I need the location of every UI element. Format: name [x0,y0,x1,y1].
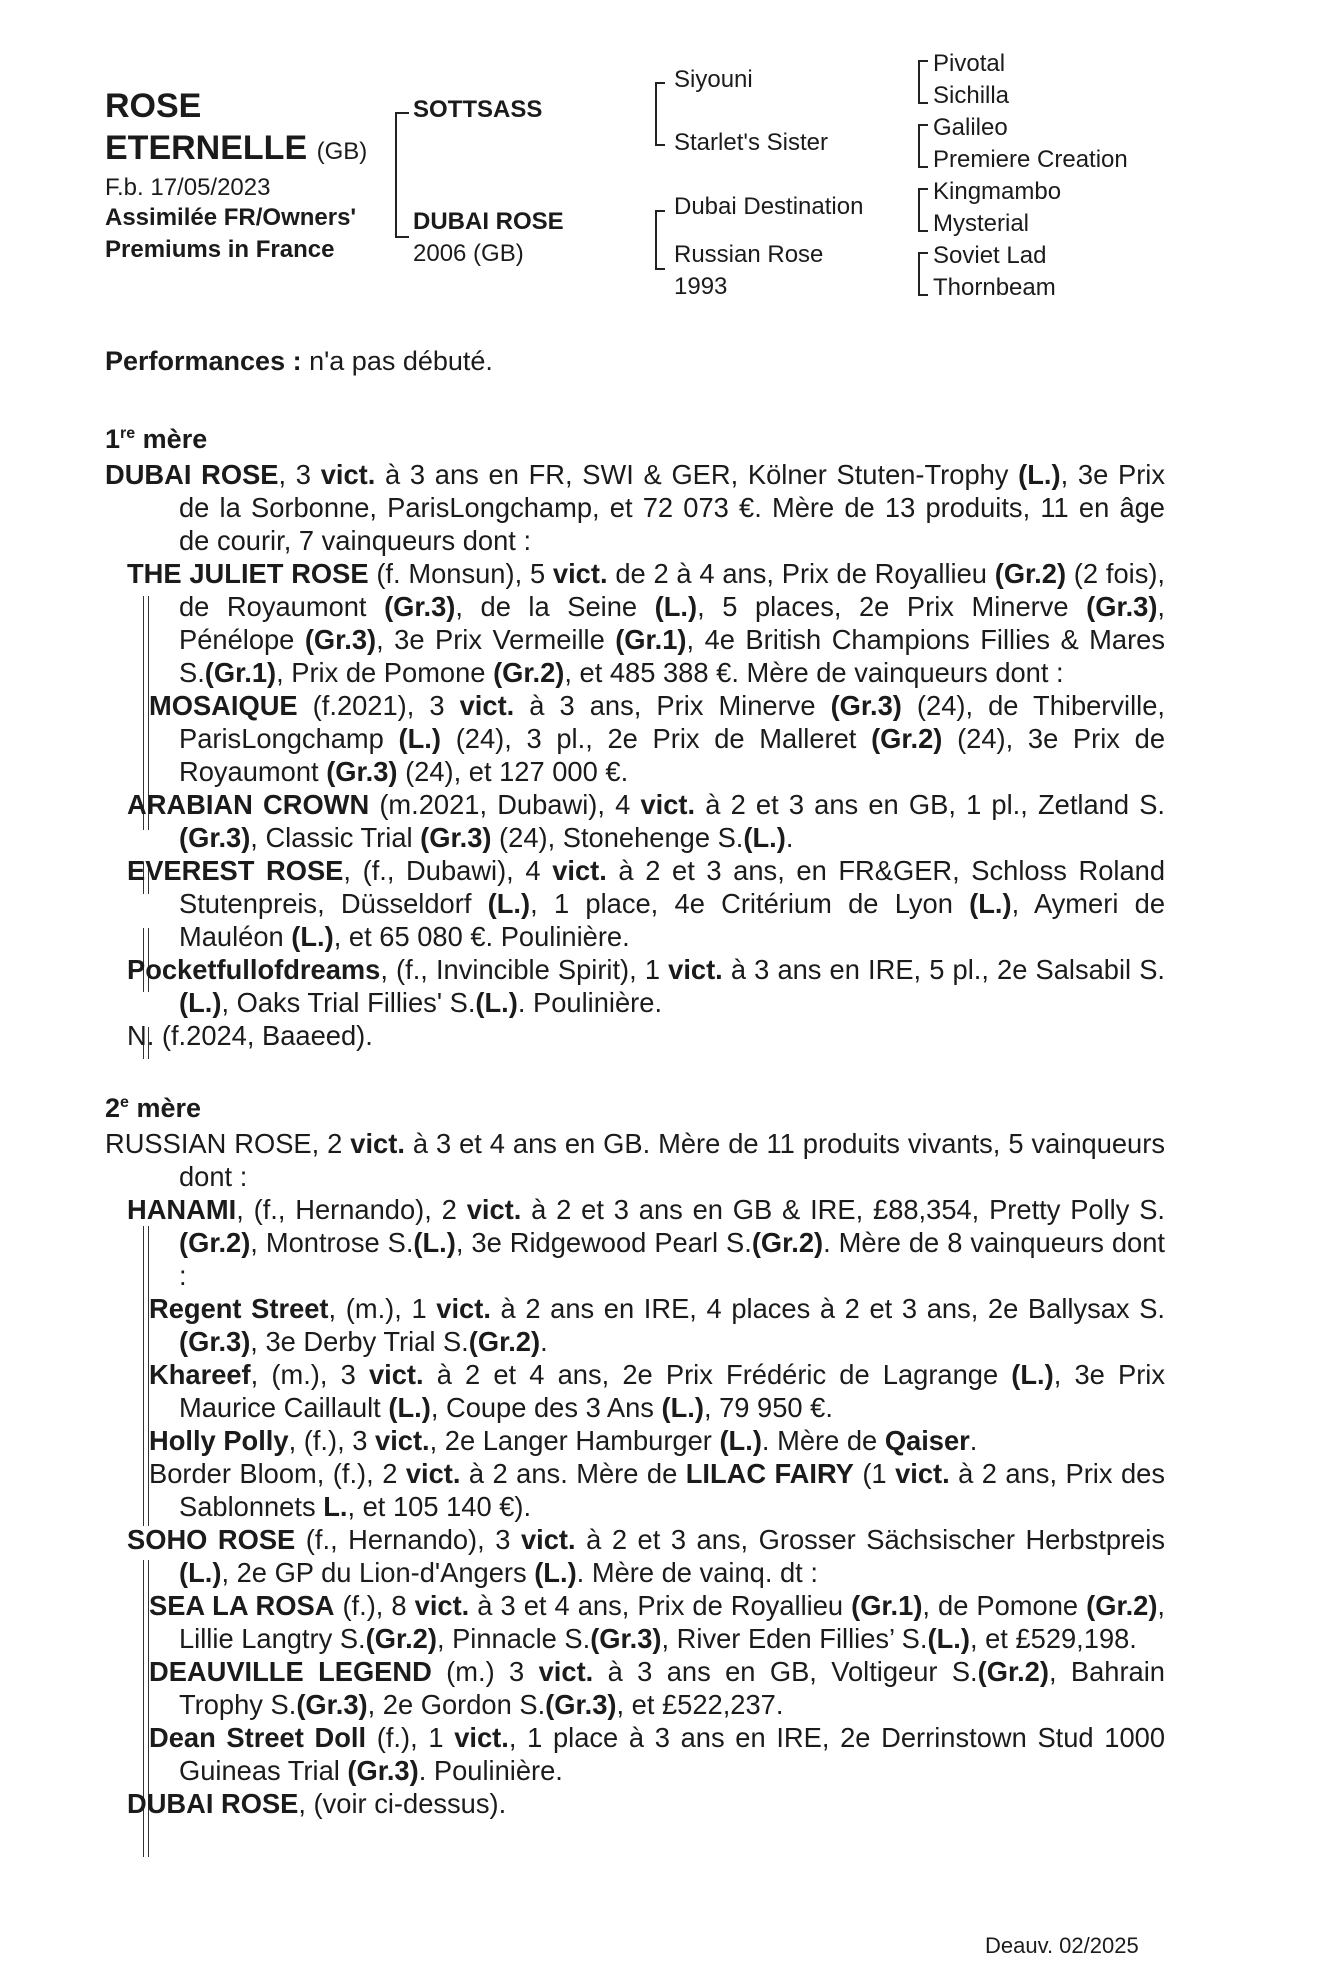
pedigree-bracket-tick [655,268,665,270]
pedigree-gen4-7: Soviet Lad [933,242,1047,269]
section-word: mère [136,1093,201,1123]
produce-entry: MOSAIQUE (f.2021), 3 vict. à 3 ans, Prix Minerve (Gr.3) (24), de Thiberville, ParisLongchamp (L.) (24), 3 pl., 2e Prix de Malleret (Gr.2) (24), 3e Prix de Royaumont (Gr.3) (24), et 127 000 €. [149,690,1166,787]
section-word: mère [142,424,208,454]
second-dam-text [105,1127,1165,1820]
pedigree-bracket [918,188,920,232]
produce-entry: Border Bloom, (f.), 2 vict. à 2 ans. Mère de LILAC FAIRY (1 vict. à 2 ans, Prix des Sablonnets L., et 105 140 €). [149,1458,1165,1522]
pedigree-bracket [655,210,657,270]
pedigree-bracket [918,124,920,168]
pedigree-gen4-5: Kingmambo [933,178,1062,205]
produce-entry: Dean Street Doll (f.), 1 vict., 1 place à 3 ans en IRE, 2e Derrinstown Stud 1000 Guineas Trial (Gr.3). Poulinière. [149,1722,1165,1786]
pedigree-gen3-4: Russian Rose [674,241,824,268]
produce-entry: Khareef, (m.), 3 vict. à 2 et 4 ans, 2e Prix Frédéric de Lagrange (L.), 3e Prix Maurice Caillault (L.), Coupe des 3 Ans (L.), 79 950 €. [149,1359,1165,1423]
pedigree-bracket-tick [655,82,665,84]
performances-line [105,346,493,377]
dam-name: DUBAI ROSE [413,208,564,235]
pedigree-gen3-1: Siyouni [674,66,753,93]
dam-entry: DUBAI ROSE, 3 vict. à 3 ans en FR, SWI & GER, Kölner Stuten-Trophy (L.), 3e Prix de la Sorbonne, ParisLongchamp, et 72 073 €. Mère de 13 produits, 11 en âge de courir, 7 vainqueurs dont : [105,459,1165,556]
pedigree-gen3-3: Dubai Destination [674,193,864,220]
produce-entry: DEAUVILLE LEGEND (m.) 3 vict. à 3 ans en GB, Voltigeur S.(Gr.2), Bahrain Trophy S.(Gr.3), 2e Gordon S.(Gr.3), et £522,237. [149,1656,1165,1720]
pedigree-gen4-1: Pivotal [933,50,1006,77]
status-line1: Assimilée FR/Owners' [105,204,357,231]
pedigree-bracket-tick [655,210,665,212]
section-sup: re [120,425,136,442]
pedigree-bracket [918,60,920,104]
produce-entry: DUBAI ROSE, (voir ci-dessus). [127,1788,507,1819]
produce-entry: SEA LA ROSA (f.), 8 vict. à 3 et 4 ans, Prix de Royallieu (Gr.1), de Pomone (Gr.2), Lillie Langtry S.(Gr.2), Pinnacle S.(Gr.3), River Eden Fillies’ S.(L.), et £529,198. [149,1590,1166,1654]
sire-name: SOTTSASS [413,96,543,123]
produce-entry: N. (f.2024, Baaeed). [127,1020,373,1051]
produce-entry: Pocketfullofdreams, (f., Invincible Spirit), 1 vict. à 3 ans en IRE, 5 pl., 2e Salsabil S.(L.), Oaks Trial Fillies' S.(L.). Poulinière. [127,954,1165,1018]
dam-entry: RUSSIAN ROSE, 2 vict. à 3 et 4 ans en GB. Mère de 11 produits vivants, 5 vainqueurs dont : [105,1128,1165,1192]
pedigree-bracket [918,252,920,296]
pedigree-gen4-2: Sichilla [933,82,1010,109]
first-dam-text [105,458,1165,1052]
pedigree-bracket-tick [918,252,928,254]
pedigree-gen3-4-year: 1993 [674,273,728,300]
section-second-dam [105,1093,201,1124]
horse-name-line2 [105,130,367,170]
horse-name-text: ETERNELLE [105,129,308,167]
pedigree-bracket-tick [918,124,928,126]
pedigree-bracket-tick [918,294,928,296]
produce-entry: ARABIAN CROWN (m.2021, Dubawi), 4 vict. à 2 et 3 ans en GB, 1 pl., Zetland S.(Gr.3), Classic Trial (Gr.3) (24), Stonehenge S.(L.). [127,789,1165,853]
produce-entry: HANAMI, (f., Hernando), 2 vict. à 2 et 3 ans en GB & IRE, £88,354, Pretty Polly S.(Gr.2), Montrose S.(L.), 3e Ridgewood Pearl S.(Gr.2). Mère de 8 vainqueurs dont : [127,1194,1166,1291]
pedigree-bracket [395,112,397,238]
produce-entry: Regent Street, (m.), 1 vict. à 2 ans en IRE, 4 places à 2 et 3 ans, 2e Ballysax S.(Gr.3), 3e Derby Trial S.(Gr.2). [149,1293,1165,1357]
produce-entry: SOHO ROSE (f., Hernando), 3 vict. à 2 et 3 ans, Grosser Sächsischer Herbstpreis (L.), 2e GP du Lion-d'Angers (L.). Mère de vainq. dt : [127,1524,1166,1588]
performances-value: n'a pas débuté. [309,346,493,376]
produce-entry: EVEREST ROSE, (f., Dubawi), 4 vict. à 2 et 3 ans, en FR&GER, Schloss Roland Stutenpreis, Düsseldorf (L.), 1 place, 4e Critérium de Lyon (L.), Aymeri de Mauléon (L.), et 65 080 €. Poulinière. [127,855,1166,952]
status-line2: Premiums in France [105,236,335,263]
pedigree-gen4-8: Thornbeam [933,274,1056,301]
pedigree-bracket-tick [395,112,409,114]
dam-info: 2006 (GB) [413,240,524,267]
pedigree-bracket-tick [655,144,665,146]
section-first-dam [105,424,207,455]
performances-label: Performances : [105,346,302,376]
section-sup: e [120,1094,129,1111]
produce-entry: Holly Polly, (f.), 3 vict., 2e Langer Hamburger (L.). Mère de Qaiser. [149,1425,978,1456]
pedigree-bracket-tick [918,166,928,168]
pedigree-gen4-3: Galileo [933,114,1008,141]
produce-entry: THE JULIET ROSE (f. Monsun), 5 vict. de 2 à 4 ans, Prix de Royallieu (Gr.2) (2 fois), de Royaumont (Gr.3), de la Seine (L.), 5 places, 2e Prix Minerve (Gr.3), Pénélope (Gr.3), 3e Prix Vermeille (Gr.1), 4e British Champions Fillies & Mares S.(Gr.1), Prix de Pomone (Gr.2), et 485 388 €. Mère de vainqueurs dont : [127,558,1166,688]
pedigree-gen4-4: Premiere Creation [933,146,1128,173]
pedigree-gen4-6: Mysterial [933,210,1030,237]
pedigree-bracket-tick [918,102,928,104]
section-ordinal: 1 [105,424,121,454]
birth-info: F.b. 17/05/2023 [105,174,271,201]
pedigree-bracket [655,82,657,146]
pedigree-bracket-tick [395,236,409,238]
pedigree-gen3-2: Starlet's Sister [674,129,828,156]
pedigree-bracket-tick [918,60,928,62]
pedigree-bracket-tick [918,188,928,190]
horse-name-line1: ROSE [105,87,202,125]
footer-ref: Deauv. 02/2025 [985,1933,1139,1958]
horse-country: (GB) [316,138,368,165]
pedigree-bracket-tick [918,230,928,232]
section-ordinal: 2 [105,1093,121,1123]
